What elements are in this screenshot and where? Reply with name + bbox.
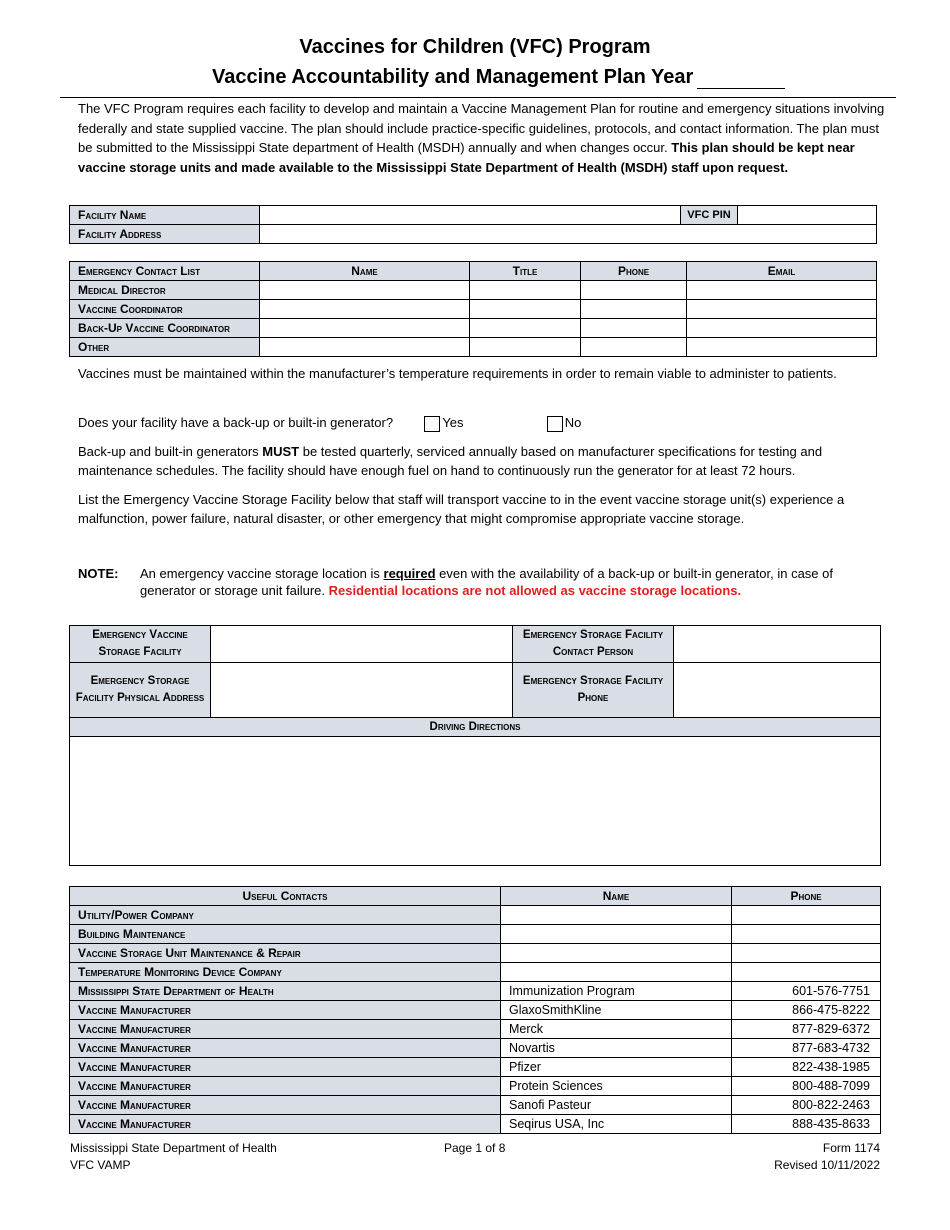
page-number: Page 1 of 8 xyxy=(444,1141,506,1155)
no-label: No xyxy=(564,415,582,430)
uc-name-cell[interactable]: Seqirus USA, Inc xyxy=(501,1115,732,1134)
uc-phone-cell[interactable]: 601-576-7751 xyxy=(732,982,881,1001)
ec-name-field[interactable] xyxy=(260,319,470,338)
ec-title-field[interactable] xyxy=(470,338,581,357)
table-row xyxy=(70,319,877,338)
footer-org: Mississippi State Department of Health xyxy=(70,1141,277,1155)
year-input-line[interactable] xyxy=(697,70,785,89)
uc-row-label: Utility/Power Company xyxy=(70,906,501,925)
table-row xyxy=(70,1115,881,1134)
uc-header-phone: Phone xyxy=(732,887,881,906)
uc-phone-cell[interactable]: 800-822-2463 xyxy=(732,1096,881,1115)
table-row xyxy=(70,300,877,319)
uc-name-cell[interactable]: Immunization Program xyxy=(501,982,732,1001)
uc-name-cell[interactable]: Protein Sciences xyxy=(501,1077,732,1096)
table-row xyxy=(70,963,881,982)
table-row xyxy=(70,1020,881,1039)
ec-header-phone: Phone xyxy=(581,262,687,281)
ec-header-title: Title xyxy=(470,262,581,281)
ec-title-field[interactable] xyxy=(470,300,581,319)
ec-row-label: Vaccine Coordinator xyxy=(70,300,260,319)
table-row xyxy=(70,925,881,944)
footer-doc: VFC VAMP xyxy=(70,1158,131,1172)
ec-name-field[interactable] xyxy=(260,281,470,300)
driving-directions-label: Driving Directions xyxy=(70,718,881,737)
storage-phone-label: Emergency Storage Facility Phone xyxy=(513,663,674,718)
uc-row-label: Vaccine Manufacturer xyxy=(70,1077,501,1096)
ec-email-field[interactable] xyxy=(687,300,877,319)
driving-directions-field[interactable] xyxy=(70,737,881,866)
uc-row-label: Building Maintenance xyxy=(70,925,501,944)
table-row xyxy=(70,906,881,925)
table-row xyxy=(70,338,877,357)
table-row xyxy=(70,1001,881,1020)
table-row xyxy=(70,1096,881,1115)
uc-name-cell[interactable] xyxy=(501,944,732,963)
uc-name-cell[interactable]: Pfizer xyxy=(501,1058,732,1077)
ec-phone-field[interactable] xyxy=(581,281,687,300)
note-text xyxy=(140,565,888,599)
storage-contact-field[interactable] xyxy=(674,626,881,663)
uc-header-name: Name xyxy=(501,887,732,906)
uc-phone-cell[interactable] xyxy=(732,963,881,982)
uc-phone-cell[interactable]: 800-488-7099 xyxy=(732,1077,881,1096)
uc-phone-cell[interactable]: 866-475-8222 xyxy=(732,1001,881,1020)
uc-row-label: Vaccine Manufacturer xyxy=(70,1020,501,1039)
table-row xyxy=(70,1077,881,1096)
yes-checkbox[interactable] xyxy=(424,416,440,432)
header-divider xyxy=(60,97,896,98)
facility-name-field[interactable] xyxy=(260,206,681,225)
must-text: MUST xyxy=(262,444,300,459)
vfc-pin-label: VFC PIN xyxy=(681,206,738,225)
ec-header-email: Email xyxy=(687,262,877,281)
no-checkbox[interactable] xyxy=(547,416,563,432)
form-number: Form 1174 xyxy=(822,1141,880,1155)
table-row xyxy=(70,944,881,963)
ec-email-field[interactable] xyxy=(687,281,877,300)
ec-header-name: Name xyxy=(260,262,470,281)
intro-bold-text: This plan should be kept near vaccine storage units and made available to the Mississippi State Department of Health (MSDH) staff upon request. xyxy=(78,140,855,175)
must-pre: Back-up and built-in generators xyxy=(78,444,263,459)
facility-table xyxy=(69,205,877,244)
storage-contact-label: Emergency Storage Facility Contact Person xyxy=(513,626,674,663)
storage-facility-field[interactable] xyxy=(211,626,513,663)
note-label: NOTE: xyxy=(78,566,119,581)
uc-row-label: Vaccine Manufacturer xyxy=(70,1039,501,1058)
uc-phone-cell[interactable]: 822-438-1985 xyxy=(732,1058,881,1077)
subtitle-text: Vaccine Accountability and Management Plan Year xyxy=(212,66,694,88)
uc-row-label: Mississippi State Department of Health xyxy=(70,982,501,1001)
uc-name-cell[interactable] xyxy=(501,906,732,925)
uc-row-label: Vaccine Manufacturer xyxy=(70,1001,501,1020)
facility-name-label: Facility Name xyxy=(70,206,260,225)
table-row xyxy=(70,982,881,1001)
revised-date: Revised 10/11/2022 xyxy=(774,1158,880,1172)
note-post: even with the availability of a back-up or built-in generator, in case of generator or storage unit failure. xyxy=(140,566,833,598)
generator-paragraph xyxy=(78,442,888,480)
uc-name-cell[interactable]: Sanofi Pasteur xyxy=(501,1096,732,1115)
table-row xyxy=(70,1058,881,1077)
storage-phone-field[interactable] xyxy=(674,663,881,718)
uc-name-cell[interactable]: GlaxoSmithKline xyxy=(501,1001,732,1020)
ec-phone-field[interactable] xyxy=(581,338,687,357)
page-subtitle xyxy=(212,66,785,89)
uc-phone-cell[interactable]: 888-435-8633 xyxy=(732,1115,881,1134)
footer-left xyxy=(70,1140,277,1174)
intro-text: The VFC Program requires each facility to develop and maintain a Vaccine Management Plan for routine and emergency situations involving federally and state supplied vaccine. The plan should include practice-specific guidelines, protocols, and contact information. The plan must be submitted to the Mississippi State department of Health (MSDH) annually and when changes occur. xyxy=(78,101,885,155)
note-block xyxy=(78,565,888,599)
uc-name-cell[interactable] xyxy=(501,925,732,944)
uc-phone-cell[interactable] xyxy=(732,944,881,963)
ec-row-label: Medical Director xyxy=(70,281,260,300)
uc-phone-cell[interactable] xyxy=(732,906,881,925)
facility-address-label: Facility Address xyxy=(70,225,260,244)
table-row xyxy=(70,1039,881,1058)
emergency-contact-table xyxy=(69,261,877,357)
list-paragraph: List the Emergency Vaccine Storage Facility below that staff will transport vaccine to in the event vaccine storage unit(s) experience a malfunction, power failure, natural disaster, or other emergency that might compromise appropriate vaccine storage. xyxy=(78,492,845,526)
generator-question-text: Does your facility have a back-up or built-in generator? xyxy=(78,415,394,430)
ec-header-list: Emergency Contact List xyxy=(70,262,260,281)
vfc-pin-field[interactable] xyxy=(738,206,877,225)
temperature-paragraph: Vaccines must be maintained within the manufacturer’s temperature requirements in order to remain viable to administer to patients. xyxy=(78,366,837,381)
uc-name-cell[interactable]: Novartis xyxy=(501,1039,732,1058)
ec-title-field[interactable] xyxy=(470,319,581,338)
uc-phone-cell[interactable] xyxy=(732,925,881,944)
uc-row-label: Temperature Monitoring Device Company xyxy=(70,963,501,982)
useful-contacts-body xyxy=(70,906,881,1134)
uc-row-label: Vaccine Manufacturer xyxy=(70,1115,501,1134)
ec-email-field[interactable] xyxy=(687,338,877,357)
note-required: required xyxy=(383,566,436,581)
yes-label: Yes xyxy=(442,415,464,430)
page-title: Vaccines for Children (VFC) Program xyxy=(299,36,651,58)
ec-title-field[interactable] xyxy=(470,281,581,300)
uc-row-label: Vaccine Manufacturer xyxy=(70,1096,501,1115)
generator-question xyxy=(78,413,888,432)
facility-address-field[interactable] xyxy=(260,225,877,244)
ec-row-label: Other xyxy=(70,338,260,357)
must-post: be tested quarterly, serviced annually based on manufacturer specifications for testing and maintenance schedules. The facility should have enough fuel on hand to continuously run the generator for at least 72 hours. xyxy=(78,444,823,478)
note-red: Residential locations are not allowed as vaccine storage locations. xyxy=(328,583,742,598)
note-pre: An emergency vaccine storage location is xyxy=(140,566,384,581)
intro-paragraph xyxy=(78,99,888,177)
footer-right xyxy=(774,1140,880,1174)
table-row xyxy=(70,281,877,300)
ec-email-field[interactable] xyxy=(687,319,877,338)
useful-contacts-table xyxy=(69,886,881,1134)
uc-header-contacts: Useful Contacts xyxy=(70,887,501,906)
storage-address-field[interactable] xyxy=(211,663,513,718)
ec-phone-field[interactable] xyxy=(581,319,687,338)
ec-name-field[interactable] xyxy=(260,338,470,357)
uc-name-cell[interactable] xyxy=(501,963,732,982)
storage-facility-label: Emergency Vaccine Storage Facility xyxy=(70,626,211,663)
uc-row-label: Vaccine Storage Unit Maintenance & Repair xyxy=(70,944,501,963)
storage-address-label: Emergency Storage Facility Physical Address xyxy=(70,663,211,718)
uc-row-label: Vaccine Manufacturer xyxy=(70,1058,501,1077)
uc-name-cell[interactable]: Merck xyxy=(501,1020,732,1039)
ec-name-field[interactable] xyxy=(260,300,470,319)
uc-phone-cell[interactable]: 877-683-4732 xyxy=(732,1039,881,1058)
ec-phone-field[interactable] xyxy=(581,300,687,319)
ec-row-label: Back-Up Vaccine Coordinator xyxy=(70,319,260,338)
uc-phone-cell[interactable]: 877-829-6372 xyxy=(732,1020,881,1039)
emergency-storage-table xyxy=(69,625,881,866)
